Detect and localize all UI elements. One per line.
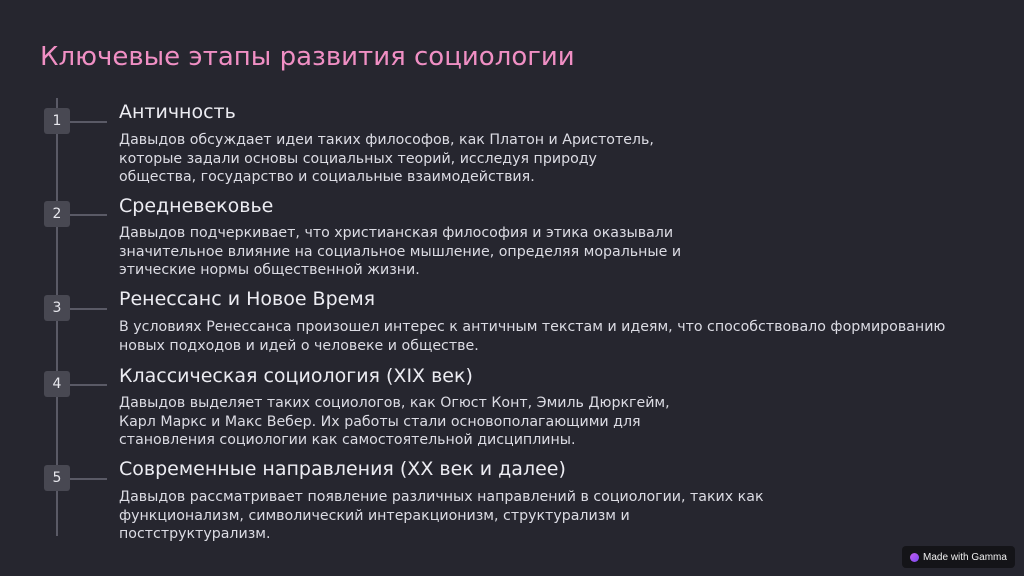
step-description-line: которые задали основы социальных теорий, исследуя природу [119,150,597,167]
made-with-gamma-label: Made with Gamma [923,551,1007,563]
step-heading: Современные направления (XX век и далее) [119,458,566,480]
step-description-line: Давыдов выделяет таких социологов, как Огюст Конт, Эмиль Дюркгейм, [119,395,670,411]
step-heading: Античность [119,101,236,123]
step-description [119,394,670,450]
step-description [119,318,1024,355]
step-description-line: Давыдов подчеркивает, что христианская философия и этика оказывали [119,225,674,241]
step-number-badge: 2 [44,201,70,227]
step-description-line: новых подходов и идей о человеке и обществе. [119,337,479,354]
step-heading: Средневековье [119,195,274,217]
step-description-line: Давыдов обсуждает идеи таких философов, как Платон и Аристотель, [119,132,654,148]
step-description [119,131,654,187]
timeline-connector [70,478,107,480]
made-with-gamma-button[interactable] [902,546,1015,568]
step-description [119,224,681,280]
step-description-line: Давыдов рассматривает появление различных направлений в социологии, таких как [119,489,764,505]
step-description-line: постструктурализм. [119,526,271,542]
step-description-line: функционализм, символический интеракционизм, структурализм и [119,507,630,524]
step-description-line: Карл Маркс и Макс Вебер. Их работы стали основополагающими для [119,413,641,430]
timeline-connector [70,308,107,310]
step-description-line: становления социологии как самостоятельной дисциплины. [119,432,576,448]
step-description-line: значительное влияние на социальное мышление, определяя моральные и [119,243,682,260]
step-number-badge: 3 [44,295,70,321]
slide-title: Ключевые этапы развития социологии [40,42,575,72]
step-number-badge: 5 [44,465,70,491]
step-number-badge: 1 [44,108,70,134]
step-description-line: общества, государство и социальные взаимодействия. [119,169,535,185]
step-description-line: этические нормы общественной жизни. [119,262,420,278]
step-number-badge: 4 [44,371,70,397]
timeline-connector [70,214,107,216]
step-description-line: В условиях Ренессанса произошел интерес к античным текстам и идеям, что способствовало формированию [119,319,946,335]
timeline-connector [70,384,107,386]
timeline-connector [70,121,107,123]
step-heading: Классическая социология (XIX век) [119,365,473,387]
gamma-logo-icon [910,553,919,562]
step-heading: Ренессанс и Новое Время [119,288,376,310]
step-description [119,488,764,544]
